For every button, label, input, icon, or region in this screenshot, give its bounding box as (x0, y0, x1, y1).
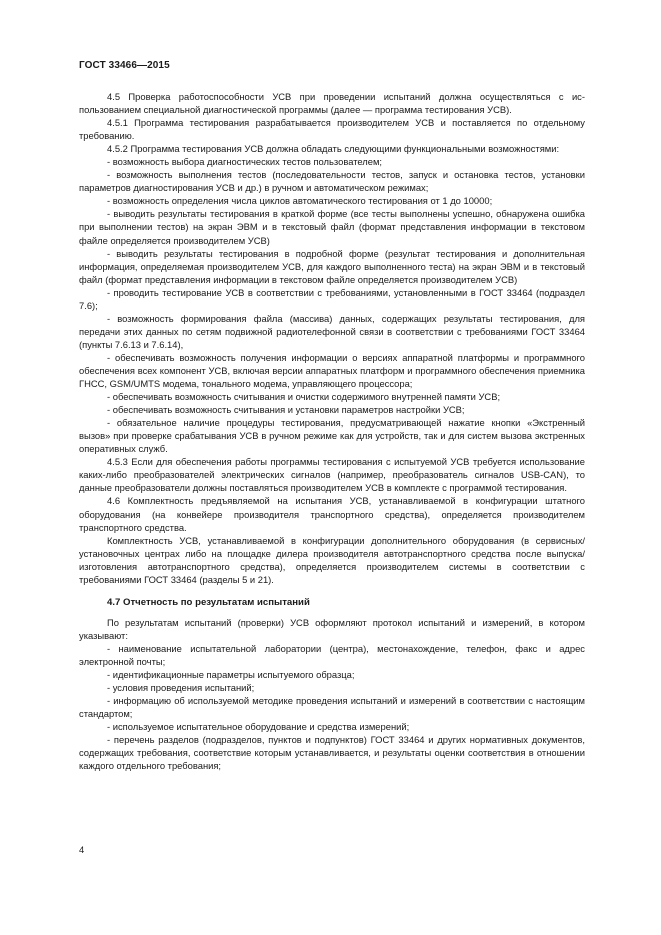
paragraph-4-5-1: 4.5.1 Программа тестирования разрабатывается производителем УСВ и поставляется по отдельному требованию. (79, 117, 585, 142)
list-item: - возможность выбора диагностических тестов пользователем; (107, 156, 383, 168)
paragraph-4-6: 4.6 Комплектность предъявляемой на испытания УСВ, устанавливаемой в конфигурации штатного оборудования (на конвейере производителя транспортного средства), определяется производителем транспортного средства. (79, 495, 585, 533)
document-header: ГОСТ 33466—2015 (79, 60, 170, 71)
list-item: - условия проведения испытаний; (107, 682, 255, 694)
paragraph-4-5-3: 4.5.3 Если для обеспечения работы программы тестирования с испытуемой УСВ требуется использование каких-либо преобразователей электрических сигналов (например, преобразователь сигналов USB-CAN), то данные преобразователи должны поставляться производителем УСВ в комплекте с программой тестирования. (79, 456, 585, 494)
list-item: - перечень разделов (подразделов, пунктов и подпунктов) ГОСТ 33464 и других нормативных документов, содержащих требования, соответствие которым устанавливается, и результаты оценки соответствия в отношении каждого отдельного требования; (79, 734, 585, 772)
paragraph-4-5: 4.5 Проверка работоспособности УСВ при проведении испытаний должна осуществляться с использованием специальной диагностической программы (далее — программа тестирования УСВ). (79, 91, 585, 116)
list-item: - возможность определения числа циклов автоматического тестирования от 1 до 10000; (107, 195, 493, 207)
list-item: - выводить результаты тестирования в краткой форме (все тесты выполнены успешно, обнаружена ошибка при выполнении тестов) на экран ЭВМ и в текстовый файл (формат представления информации в текстовом файле определяется производителем УСВ) (79, 208, 585, 246)
section-heading-4-7: 4.7 Отчетность по результатам испытаний (107, 596, 310, 608)
list-item: - выводить результаты тестирования в подробной форме (результат тестирования и дополнительная информация, определяемая производителем УСВ, для каждого выполненного теста) на экран ЭВМ и в текстовый файл (формат представления информации в текстовом файле определяется производителем УСВ) (79, 247, 585, 285)
list-item: - обязательное наличие процедуры тестирования, предусматривающей нажатие кнопки «Экстренный вызов» при проверке срабатывания УСВ в ручном режиме как для устройств, так и для систем вызова экстренных оперативных служб. (79, 417, 585, 455)
list-item: - используемое испытательное оборудование и средства измерений; (107, 721, 410, 733)
list-item: - идентификационные параметры испытуемого образца; (107, 669, 355, 681)
list-item: - наименование испытательной лаборатории (центра), местонахождение, телефон, факс и адрес электронной почты; (79, 642, 585, 667)
paragraph-4-7: По результатам испытаний (проверки) УСВ оформляют протокол испытаний и измерений, в котором указывают: (79, 616, 585, 641)
paragraph-4-6-completeness: Комплектность УСВ, устанавливаемой в конфигурации дополнительного оборудования (в сервисных/установочных центрах либо на площадке дилера производителя автотранспортного средства после выпуска/изготовления автотранспортного средства), определяется производителем системы в соответствии с требованиями ГОСТ 33464 (разделы 5 и 21). (79, 534, 585, 585)
paragraph-4-5-2: 4.5.2 Программа тестирования УСВ должна обладать следующими функциональными возможностями: (107, 143, 560, 155)
list-item: - обеспечивать возможность считывания и очистки содержимого внутренней памяти УСВ; (107, 391, 501, 403)
list-item: - информацию об используемой методике проведения испытаний и измерений в соответствии с настоящим стандартом; (79, 695, 585, 720)
list-item: - возможность формирования файла (массива) данных, содержащих результаты тестирования, для передачи этих данных по сетям подвижной радиотелефонной связи в соответствии с требованиями ГОСТ 33464 (пункты 7.6.13 и 7.6.14), (79, 312, 585, 350)
list-item: - обеспечивать возможность получения информации о версиях аппаратной платформы и программного обеспечения всех компонент УСВ, включая версии аппаратных платформ и программного обеспечения приемника ГНСС, GSM/UMTS модема, тонального модема, управляющего процессора; (79, 351, 585, 390)
document-body (79, 90, 585, 772)
page-number: 4 (79, 844, 85, 855)
list-item: - проводить тестирование УСВ в соответствии с требованиями, установленными в ГОСТ 33464 (подраздел 7.6); (79, 286, 585, 311)
list-item: - обеспечивать возможность считывания и установки параметров настройки УСВ; (107, 404, 465, 416)
list-item: - возможность выполнения тестов (последовательности тестов, запуск и остановка тестов, установки параметров диагностирования УСВ и др.) в ручном и автоматическом режимах; (79, 169, 585, 194)
